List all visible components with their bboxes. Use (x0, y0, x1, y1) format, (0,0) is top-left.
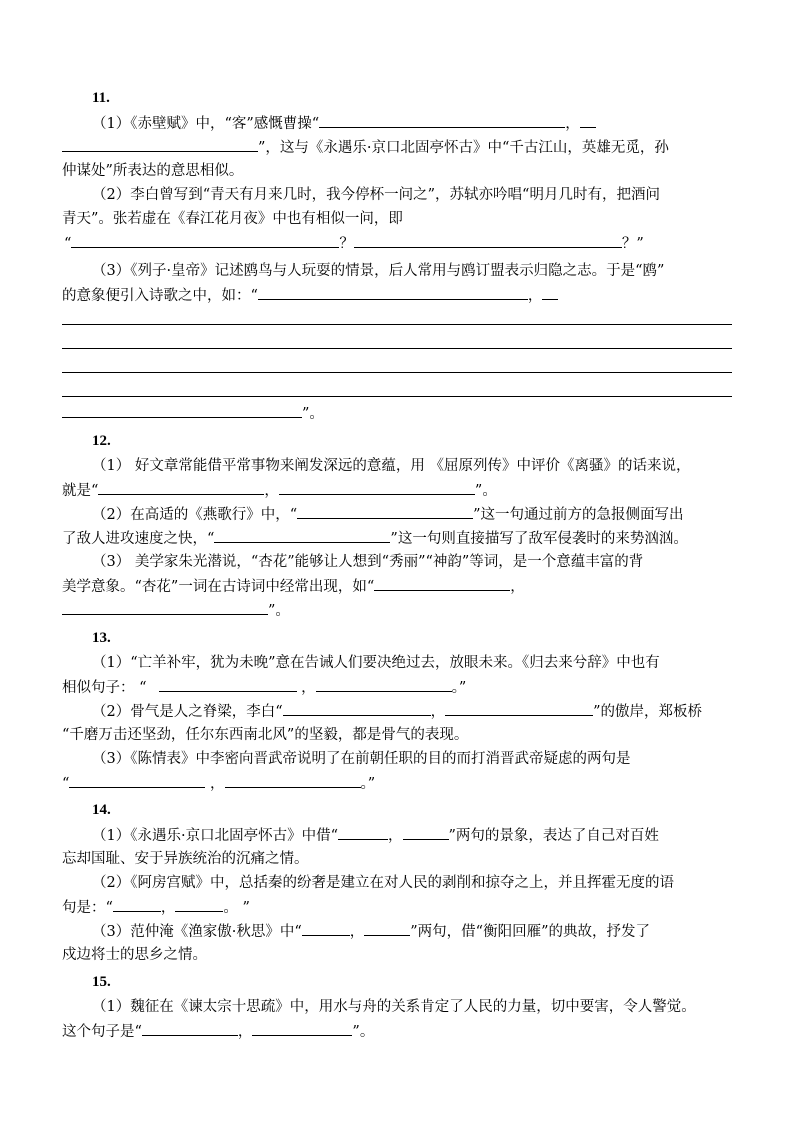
q11-number: 11. (92, 90, 110, 106)
text: 仲谋处”所表达的意思相似。 (62, 163, 244, 179)
q11-p1-line3 (62, 161, 243, 181)
text: ”两句的景象，表达了自己对百姓 (448, 828, 659, 844)
text: ， (264, 483, 279, 499)
text: ”。 (302, 406, 324, 422)
answer-blank[interactable] (69, 773, 205, 788)
question-number (92, 972, 111, 992)
answer-line[interactable] (62, 348, 732, 349)
answer-blank[interactable] (252, 1021, 352, 1036)
text: （1）《永遇乐·京口北固亭怀古》中借“ (92, 828, 338, 844)
answer-blank[interactable] (214, 528, 390, 543)
q13-p1-line2 (62, 677, 466, 697)
text: 忘却国耻、安于异族统治的沉痛之情。 (62, 851, 309, 867)
text: （2）在高适的《燕歌行》中，“ (92, 507, 298, 523)
answer-line[interactable] (62, 396, 732, 397)
text: ”这一句则直接描写了敌军侵袭时的来势汹汹。 (390, 531, 688, 547)
answer-blank[interactable] (62, 403, 302, 418)
text: “ (62, 776, 70, 792)
q12-p2-line1 (92, 504, 684, 524)
text: ， (430, 704, 446, 720)
q11-p2-line2 (62, 209, 403, 229)
answer-blank[interactable] (71, 233, 339, 248)
text: ”两句，借“衡阳回雁”的典故，抒发了 (410, 924, 650, 940)
q15-number: 15. (92, 974, 111, 990)
text: ”。 (474, 483, 497, 499)
q13-p3-line1 (92, 749, 630, 769)
q11-p3-line-end (62, 403, 324, 423)
answer-blank[interactable] (159, 677, 297, 692)
text: ？ (339, 236, 354, 252)
answer-blank[interactable] (283, 701, 431, 716)
answer-line[interactable] (62, 372, 732, 373)
text: （1）“亡羊补牢，犹为未晚”意在告诫人们要决绝过去，放眼未来。《归去来兮辞》中也有 (92, 655, 660, 671)
answer-blank[interactable] (302, 921, 350, 936)
q15-p1-line2 (62, 1021, 374, 1041)
text: （1）《赤壁赋》中，“客”感慨曹操“ (92, 116, 320, 132)
q12-p2-line2 (62, 528, 688, 548)
text: （2）骨气是人之脊梁，李白“ (92, 704, 283, 720)
text: ”，这与《永遇乐·京口北固亭怀古》中“千古江山，英雄无觅，孙 (258, 140, 669, 156)
question-number (92, 88, 110, 108)
answer-blank[interactable] (225, 773, 361, 788)
text: 。” (360, 776, 376, 792)
answer-blank[interactable] (175, 897, 223, 912)
text: ？” (621, 236, 644, 252)
q12-p3-line3 (62, 600, 290, 620)
text: ， (388, 828, 403, 844)
q15-p1-line1 (92, 997, 696, 1017)
answer-blank[interactable] (542, 285, 558, 300)
answer-blank[interactable] (354, 233, 622, 248)
text: 了敌人进攻速度之快，“ (62, 531, 215, 547)
answer-blank[interactable] (258, 285, 528, 300)
text: （2）李白曾写到“青天有月来几时，我今停杯一问之”，苏轼亦吟唱“明月几时有，把酒问 (92, 187, 660, 203)
q11-p3-line1 (92, 261, 664, 281)
text: 戍边将士的思乡之情。 (62, 947, 207, 963)
answer-blank[interactable] (364, 921, 410, 936)
text: ”。 (268, 603, 290, 619)
q11-p2-line3 (64, 233, 644, 253)
text: ， (510, 579, 525, 595)
text: ， (160, 900, 176, 916)
q13-p3-line2 (62, 773, 375, 793)
q12-p3-line1 (92, 552, 643, 572)
q11-p1-line1 (92, 113, 596, 133)
q13-p1-line1 (92, 653, 660, 673)
answer-blank[interactable] (580, 113, 596, 128)
q12-p1-line2 (62, 480, 497, 500)
answer-blank[interactable] (279, 480, 475, 495)
text: 句是：“ (62, 900, 113, 916)
answer-blank[interactable] (374, 576, 510, 591)
text: 这个句子是“ (62, 1024, 142, 1040)
q12-p3-line2 (62, 576, 525, 596)
text: （1） 好文章常能借平常事物来阐发深远的意蕴，用 《屈原列传》中评价《离骚》的话来说， (92, 458, 691, 474)
answer-blank[interactable] (338, 825, 388, 840)
answer-blank[interactable] (319, 113, 565, 128)
text: （3） 美学家朱光潜说，“杏花”能够让人想到“秀丽”“神韵”等词，是一个意蕴丰富的背 (92, 554, 644, 570)
q14-p2-line2 (62, 897, 250, 917)
text: 美学意象。“杏花”一词在古诗词中经常出现，如“ (62, 579, 375, 595)
text: 。 ” (223, 900, 250, 916)
text: ”。 (352, 1024, 375, 1040)
answer-blank[interactable] (98, 480, 264, 495)
answer-blank[interactable] (297, 504, 473, 519)
answer-blank[interactable] (403, 825, 449, 840)
text: “千磨万击还坚劲，任尔东西南北风”的坚毅，都是骨气的表现。 (62, 727, 469, 743)
text: （3）《陈情表》中李密向晋武帝说明了在前朝任职的目的而打消晋武帝疑虑的两句是 (92, 751, 631, 767)
q13-p2-line2 (62, 725, 468, 745)
answer-blank[interactable] (62, 137, 258, 152)
answer-line[interactable] (62, 324, 732, 325)
q12-number: 12. (92, 433, 111, 449)
text: （2）《阿房宫赋》中，总括秦的纷奢是建立在对人民的剥削和掠夺之上，并且挥霍无度的语 (92, 875, 674, 891)
q14-p2-line1 (92, 873, 674, 893)
question-number (92, 800, 111, 820)
q14-number: 14. (92, 802, 111, 818)
q13-p2-line1 (92, 701, 702, 721)
text: 相似句子： “ (62, 680, 147, 696)
text: ， (527, 288, 543, 304)
answer-blank[interactable] (445, 701, 593, 716)
q12-p1-line1 (92, 456, 690, 476)
question-number (92, 628, 111, 648)
text: 。” (451, 680, 467, 696)
answer-blank[interactable] (62, 600, 268, 615)
text: ， (565, 116, 580, 132)
text: “ (64, 236, 72, 252)
q14-p3-line2 (62, 945, 207, 965)
answer-blank[interactable] (316, 677, 452, 692)
text: ， (296, 680, 316, 696)
text: ， (205, 776, 225, 792)
q11-p1-line2 (62, 137, 669, 157)
text: 的意象便引入诗歌之中，如：“ (62, 288, 258, 304)
q14-p3-line1 (92, 921, 650, 941)
q11-p2-line1 (92, 185, 660, 205)
text: ， (237, 1024, 253, 1040)
question-number (92, 431, 111, 451)
text: （1）魏征在《谏太宗十思疏》中，用水与舟的关系肯定了人民的力量，切中要害，令人警觉。 (92, 999, 696, 1015)
answer-blank[interactable] (113, 897, 161, 912)
text: ， (349, 924, 365, 940)
q14-p1-line2 (62, 849, 309, 869)
text: ”的傲岸，郑板桥 (593, 704, 703, 720)
text: 就是“ (62, 483, 99, 499)
text: 青天”。张若虚在《春江花月夜》中也有相似一问，即 (62, 211, 403, 227)
text: （3）范仲淹《渔家傲·秋思》中“ (92, 924, 302, 940)
text: ”这一句通过前方的急报侧面写出 (473, 507, 684, 523)
q13-number: 13. (92, 630, 111, 646)
q14-p1-line1 (92, 825, 659, 845)
q11-p3-line2 (62, 285, 558, 305)
text: （3）《列子·皇帝》记述鸥鸟与人玩耍的情景，后人常用与鸥订盟表示归隐之志。于是“鸥” (92, 263, 665, 279)
answer-blank[interactable] (142, 1021, 238, 1036)
